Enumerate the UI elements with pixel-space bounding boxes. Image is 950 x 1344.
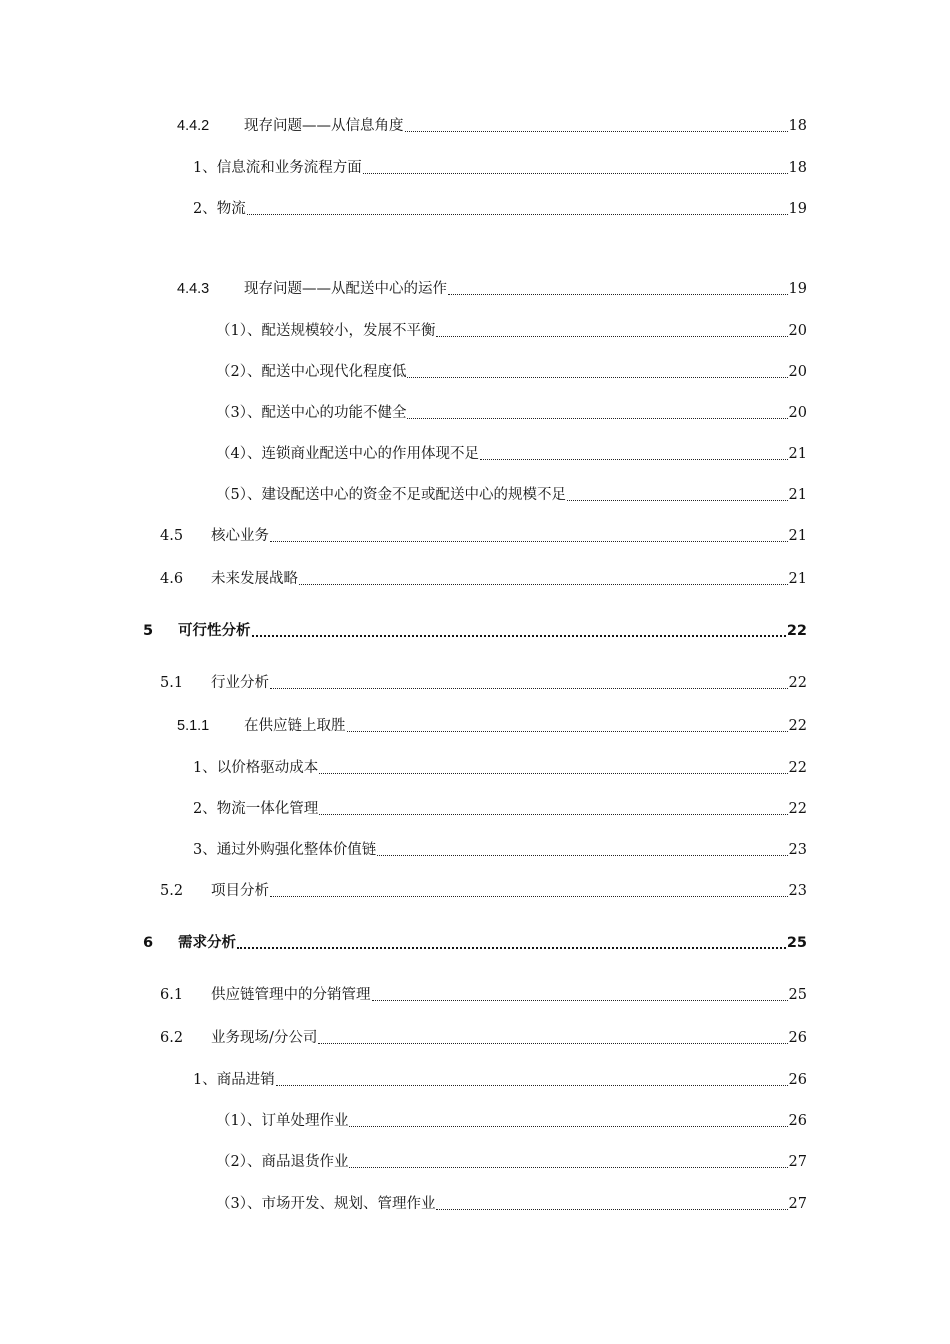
dot-leader	[270, 895, 788, 897]
dot-leader	[407, 376, 787, 378]
toc-entry-title: （3）、市场开发、规划、管理作业	[216, 1196, 436, 1212]
toc-entry-title: 现存问题——从信息角度	[244, 118, 404, 134]
toc-entry-page: 18	[788, 160, 807, 176]
toc-entry-page: 20	[788, 323, 807, 339]
toc-entry-page: 21	[788, 446, 807, 462]
toc-entry-4-4-3[interactable]	[177, 279, 807, 299]
dot-leader	[349, 1125, 787, 1127]
toc-entry-title: 未来发展战略	[211, 571, 298, 587]
toc-entry-4-5[interactable]	[160, 526, 807, 546]
toc-entry-title: （2）、商品退货作业	[216, 1154, 349, 1170]
dot-leader	[318, 1042, 787, 1044]
toc-entry-page: 21	[788, 487, 807, 503]
dot-leader	[270, 687, 788, 689]
toc-entry-page: 23	[788, 842, 807, 858]
toc-entry-page: 22	[788, 675, 807, 691]
toc-entry-number: 5.1	[160, 675, 184, 691]
toc-entry-title: 1、商品进销	[193, 1072, 275, 1088]
toc-entry-title: 核心业务	[211, 528, 269, 544]
toc-entry-page: 18	[788, 118, 807, 134]
toc-entry-paren-1[interactable]	[216, 321, 807, 341]
toc-entry-title: 2、物流	[193, 201, 246, 217]
toc-entry-paren-1[interactable]	[216, 1111, 807, 1131]
toc-entry-title: 可行性分析	[178, 623, 251, 639]
toc-entry-paren-3[interactable]	[216, 1194, 807, 1214]
dot-leader	[276, 1084, 788, 1086]
toc-entry-page: 22	[788, 801, 807, 817]
toc-entry-page: 21	[788, 571, 807, 587]
toc-entry-paren-5[interactable]	[216, 485, 807, 505]
toc-entry-5-2[interactable]	[160, 881, 807, 901]
toc-entry-title: （3）、配送中心的功能不健全	[216, 405, 407, 421]
toc-entry-title: 1、以价格驱动成本	[193, 760, 319, 776]
toc-entry-title: 需求分析	[178, 935, 236, 951]
dot-leader	[567, 499, 788, 501]
dot-leader	[270, 540, 788, 542]
toc-entry-title: 3、通过外购强化整体价值链	[193, 842, 377, 858]
toc-entry-page: 23	[788, 883, 807, 899]
toc-entry-sub-2[interactable]	[193, 799, 807, 819]
toc-entry-number: 5.2	[160, 883, 184, 899]
toc-entry-4-4-2[interactable]	[177, 116, 807, 136]
toc-entry-title: 业务现场/分公司	[211, 1030, 318, 1046]
toc-entry-title: 项目分析	[211, 883, 269, 899]
toc-entry-number: 6	[143, 935, 154, 951]
toc-entry-page: 20	[788, 364, 807, 380]
toc-entry-page: 25	[786, 935, 807, 951]
dot-leader	[363, 172, 788, 174]
toc-entry-title: 行业分析	[211, 675, 269, 691]
toc-entry-title: （1）、配送规模较小，发展不平衡	[216, 323, 436, 339]
dot-leader	[252, 634, 786, 637]
toc-entry-sub-3[interactable]	[193, 840, 807, 860]
toc-entry-page: 20	[788, 405, 807, 421]
dot-leader	[448, 293, 788, 295]
toc-entry-chapter-5[interactable]	[143, 621, 807, 641]
toc-entry-5-1-1[interactable]	[177, 716, 807, 736]
toc-entry-page: 25	[788, 987, 807, 1003]
dot-leader	[436, 335, 787, 337]
toc-entry-title: 在供应链上取胜	[244, 718, 346, 734]
dot-leader	[480, 458, 788, 460]
toc-entry-title: 1、信息流和业务流程方面	[193, 160, 362, 176]
toc-entry-number: 5.1.1	[177, 718, 210, 734]
toc-entry-title: 2、物流一体化管理	[193, 801, 319, 817]
toc-entry-page: 19	[788, 281, 807, 297]
toc-entry-page: 22	[788, 760, 807, 776]
dot-leader	[347, 730, 788, 732]
toc-entry-page: 26	[788, 1113, 807, 1129]
toc-entry-chapter-6[interactable]	[143, 933, 807, 953]
dot-leader	[319, 813, 787, 815]
toc-entry-number: 4.4.3	[177, 281, 210, 297]
toc-entry-number: 6.1	[160, 987, 184, 1003]
toc-entry-4-6[interactable]	[160, 569, 807, 589]
toc-entry-paren-3[interactable]	[216, 403, 807, 423]
dot-leader	[377, 854, 787, 856]
toc-entry-number: 4.5	[160, 528, 184, 544]
toc-entry-title: （5）、建设配送中心的资金不足或配送中心的规模不足	[216, 487, 566, 503]
dot-leader	[247, 213, 788, 215]
toc-entry-title: （2）、配送中心现代化程度低	[216, 364, 407, 380]
toc-entry-page: 27	[788, 1196, 807, 1212]
dot-leader	[237, 946, 786, 949]
toc-entry-page: 19	[788, 201, 807, 217]
dot-leader	[319, 772, 787, 774]
toc-entry-sub-1[interactable]	[193, 758, 807, 778]
toc-entry-paren-2[interactable]	[216, 1152, 807, 1172]
toc-entry-paren-4[interactable]	[216, 444, 807, 464]
toc-entry-page: 26	[788, 1030, 807, 1046]
toc-entry-number: 6.2	[160, 1030, 184, 1046]
toc-entry-number: 5	[143, 623, 154, 639]
toc-entry-page: 22	[788, 718, 807, 734]
toc-entry-title: 供应链管理中的分销管理	[211, 987, 371, 1003]
toc-entry-page: 27	[788, 1154, 807, 1170]
toc-entry-number: 4.6	[160, 571, 184, 587]
dot-leader	[299, 583, 788, 585]
toc-entry-paren-2[interactable]	[216, 362, 807, 382]
toc-entry-page: 22	[786, 623, 807, 639]
toc-entry-6-2[interactable]	[160, 1028, 807, 1048]
toc-entry-6-1[interactable]	[160, 985, 807, 1005]
toc-entry-sub-1[interactable]	[193, 158, 807, 178]
dot-leader	[349, 1166, 787, 1168]
toc-entry-sub-1[interactable]	[193, 1070, 807, 1090]
dot-leader	[372, 999, 788, 1001]
toc-entry-number: 4.4.2	[177, 118, 210, 134]
dot-leader	[436, 1208, 787, 1210]
dot-leader	[405, 130, 788, 132]
toc-entry-title: （4）、连锁商业配送中心的作用体现不足	[216, 446, 479, 462]
toc-entry-sub-2[interactable]	[193, 199, 807, 219]
toc-entry-5-1[interactable]	[160, 673, 807, 693]
dot-leader	[407, 417, 787, 419]
toc-entry-page: 21	[788, 528, 807, 544]
toc-entry-title: 现存问题——从配送中心的运作	[244, 281, 447, 297]
toc-entry-title: （1）、订单处理作业	[216, 1113, 349, 1129]
toc-entry-page: 26	[788, 1072, 807, 1088]
